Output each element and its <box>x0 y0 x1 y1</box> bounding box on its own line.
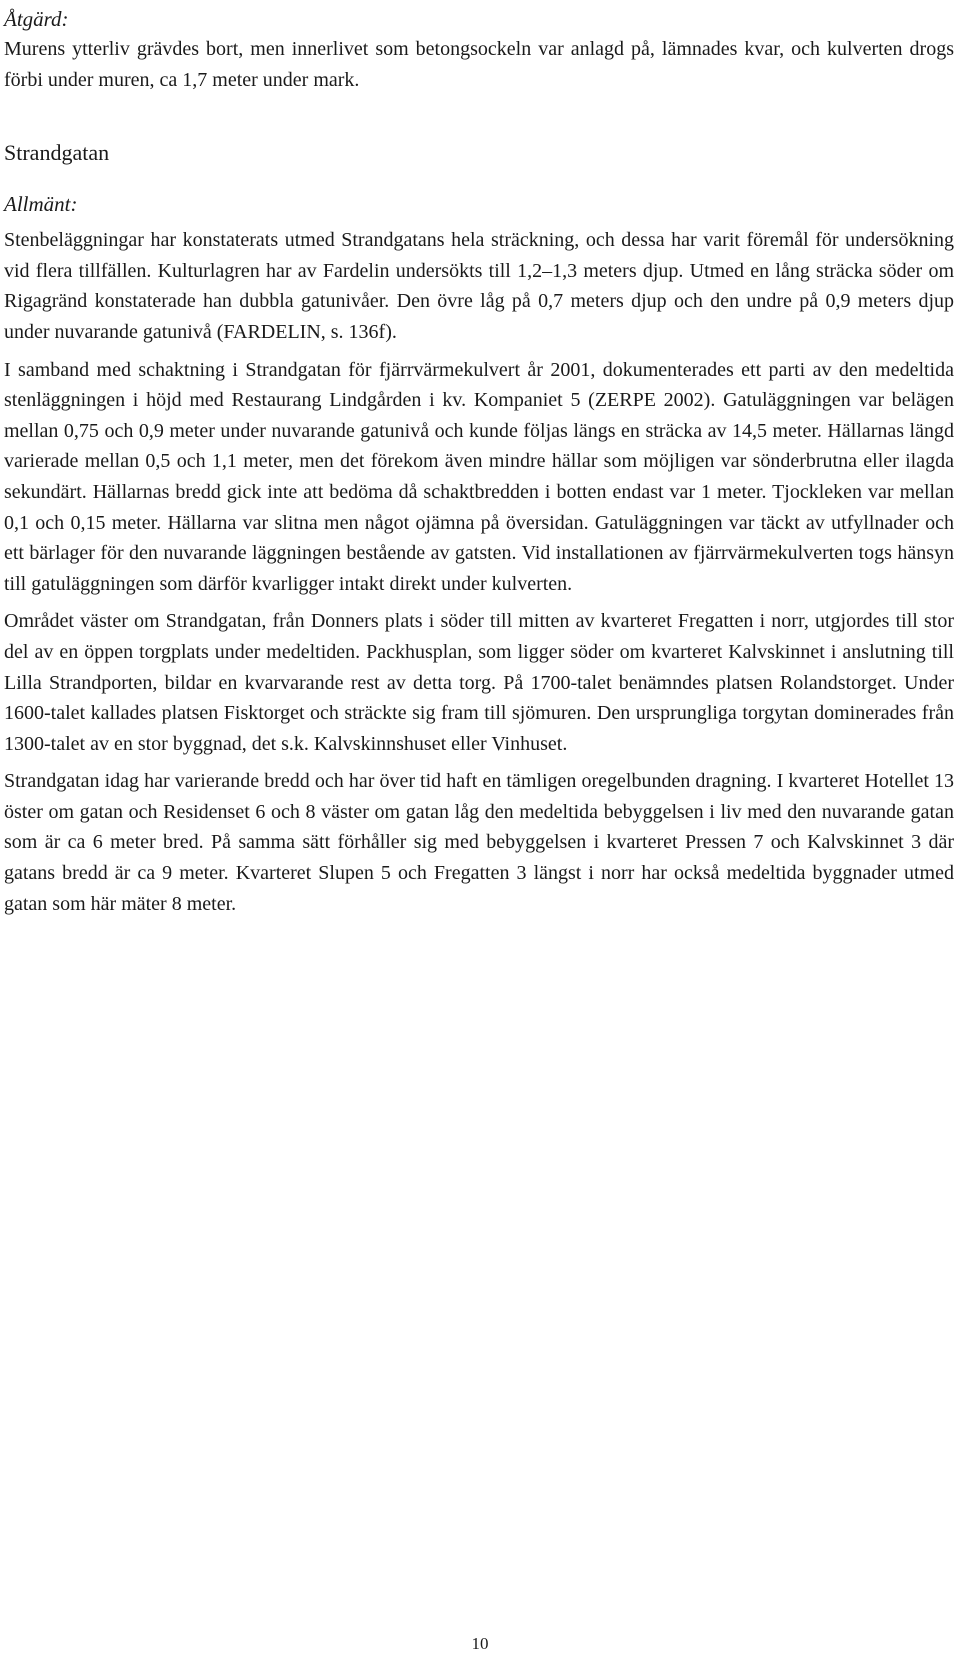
paragraph-1: Stenbeläggningar har konstaterats utmed Strandgatans hela sträckning, och dessa har varit föremål för undersökning vid flera tillfällen. Kulturlagren har av Fardelin undersökts till 1,2–1,3 meters djup. Utmed en lång sträcka söder om Rigagränd konstaterade han dubbla gatunivåer. Den övre låg på 0,7 meters djup och den undre på 0,9 meters djup under nuvarande gatunivå (FARDELIN, s. 136f). <box>4 229 954 343</box>
atgard-heading: Åtgärd: <box>4 7 69 31</box>
section-title-strandgatan: Strandgatan <box>4 140 110 166</box>
paragraph-4: Strandgatan idag har varierande bredd och har över tid haft en tämligen oregelbunden dragning. I kvarteret Hotellet 13 öster om gatan och Residenset 6 och 8 väster om gatan låg den medeltida bebyggelsen i liv med den nuvarande gatan som är ca 6 meter bred. På samma sätt förhåller sig med bebyggelsen i kvarteret Pressen 7 och Kalvskinnet 3 där gatans bredd är ca 9 meter. Kvarteret Slupen 5 och Fregatten 3 längst i norr har också medeltida byggnader utmed gatan som här mäter 8 meter. <box>4 770 954 915</box>
atgard-paragraph: Murens ytterliv grävdes bort, men innerlivet som betongsockeln var anlagd på, lämnades kvar, och kulverten drogs förbi under muren, ca 1,7 meter under mark. <box>4 38 954 91</box>
document-page <box>4 4 954 919</box>
spacer <box>4 348 954 355</box>
page-number: 10 <box>471 1634 489 1653</box>
paragraph-3: Området väster om Strandgatan, från Donners plats i söder till mitten av kvarteret Fregatten i norr, utgjordes till stor del av en öppen torgplats under medeltiden. Packhusplan, som ligger söder om kvarteret Kalvskinnet i anslutning till Lilla Strandporten, bildar en kvarvarande rest av detta torg. På 1700-talet benämndes platsen Rolandstorget. Under 1600-talet kallades platsen Fisktorget och sträckte sig fram till sjömuren. Den ursprungliga torgytan dominerades från 1300-talet av en stor byggnad, det s.k. Kalvskinnshuset eller Vinhuset. <box>4 610 954 755</box>
spacer <box>4 168 954 189</box>
allmant-heading: Allmänt: <box>4 192 78 217</box>
spacer <box>4 759 954 766</box>
paragraph-2: I samband med schaktning i Strandgatan för fjärrvärmekulvert år 2001, dokumenterades ett parti av den medeltida stenläggningen i höjd med Restaurang Lindgården i kv. Kompaniet 5 (ZERPE 2002). Gatuläggningen var belägen mellan 0,75 och 0,9 meter under nuvarande gatunivå och kunde följas längs en sträcka av 14,5 meter. Hällarnas längd varierade mellan 0,5 och 1,1 meter, men det förekom även mindre hällar som möjligen var sönderbrutna eller ilagda sekundärt. Hällarnas bredd gick inte att bedöma då schaktbredden i botten endast var 1 meter. Tjockleken var mellan 0,1 och 0,15 meter. Hällarna var slitna men något ojämna på översidan. Gatuläggningen var täckt av utfyllnader och ett bärlager för den nuvarande läggningen bestående av gatsten. Vid installationen av fjärrvärmekulverten togs hänsyn till gatuläggningen som därför kvarligger intakt direkt under kulverten. <box>4 358 954 595</box>
spacer <box>4 599 954 606</box>
spacer <box>4 95 954 138</box>
